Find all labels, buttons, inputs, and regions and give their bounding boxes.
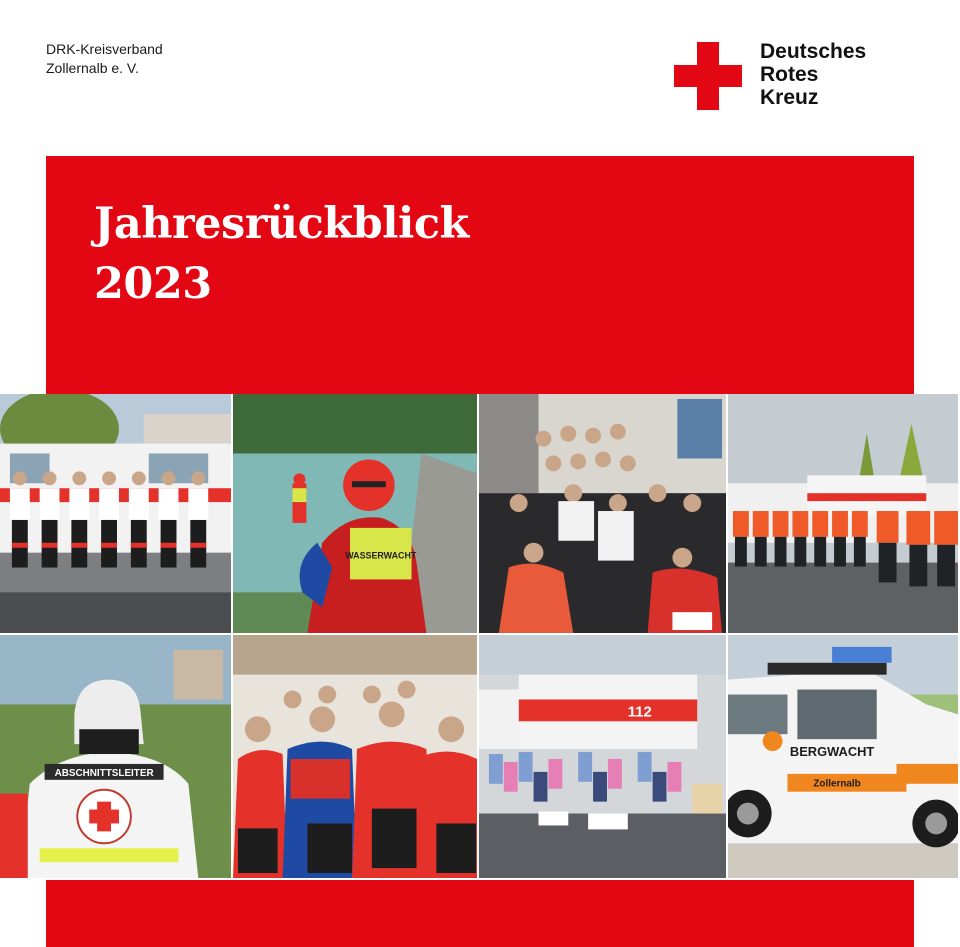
red-cross-icon [674,42,742,110]
report-title [94,194,469,314]
ambulance-number-text: 112 [627,704,652,721]
organization-name-line1: DRK-Kreisverband [46,41,163,57]
leader-vest-text: ABSCHNITTSLEITER [54,767,154,779]
logo-line2: Rotes [760,63,819,86]
zollernalb-vehicle-text: Zollernalb [813,778,861,790]
title-banner [46,156,914,394]
photo-section-leader [0,635,233,880]
photo-mountain-rescue-vehicle [728,635,960,880]
footer-bar [46,880,914,947]
photo-water-rescue [233,394,479,635]
photo-rescue-team-orange [728,394,960,635]
report-title-year: 2023 [94,259,212,309]
organization-name [46,40,163,78]
photo-volunteers-group [233,635,479,880]
logo-wordmark [760,40,866,109]
drk-logo [674,40,914,114]
bergwacht-vehicle-text: BERGWACHT [789,744,875,760]
photo-collage [0,394,960,880]
logo-line3: Kreuz [760,86,819,109]
report-title-line1: Jahresrückblick [94,199,469,249]
organization-name-line2: Zollernalb e. V. [46,60,139,76]
photo-group-ceremony [479,394,728,635]
logo-line1: Deutsches [760,40,867,63]
photo-children-ambulance [479,635,728,880]
wasserwacht-vest-text: WASSERWACHT [345,550,417,561]
photo-ambulance-team [0,394,233,635]
